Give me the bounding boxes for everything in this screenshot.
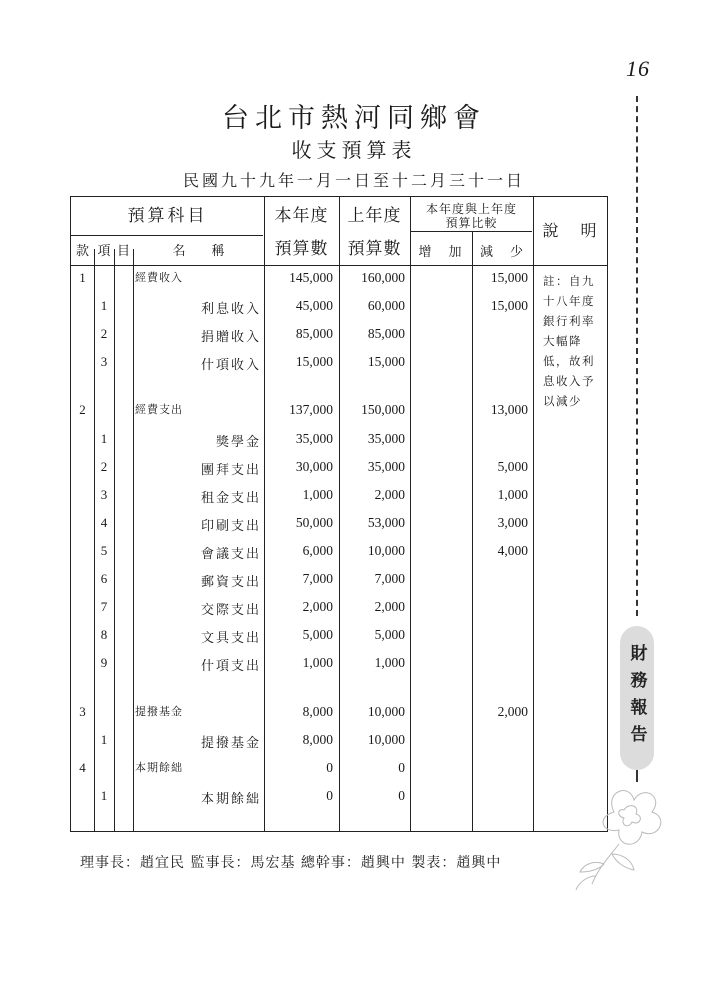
signatures-line: 理事長：趙宜民 監事長：馬宏基 總幹事：趙興中 製表：趙興中 — [80, 855, 502, 871]
header-last-year: 上年度 — [347, 206, 402, 226]
row-7-item: 團拜支出 — [200, 463, 261, 478]
row-3-current: 85,000 — [295, 326, 333, 341]
row-3-xiang: 2 — [100, 326, 108, 341]
row-9-last: 53,000 — [367, 515, 405, 530]
row-5-category: 經費支出 — [135, 403, 183, 416]
row-10-last: 10,000 — [367, 543, 405, 558]
row-9-current: 50,000 — [295, 515, 333, 530]
row-1-current: 145,000 — [289, 270, 333, 285]
document-period: 民國九十九年一月一日至十二月三十一日 — [182, 171, 525, 190]
row-14-current: 1,000 — [302, 655, 333, 670]
row-5-last: 150,000 — [361, 402, 405, 417]
col-divider-xiang — [114, 249, 115, 831]
row-1-category: 經費收入 — [135, 271, 183, 284]
row-10-xiang: 5 — [100, 543, 108, 558]
row-9-decrease: 3,000 — [497, 515, 528, 530]
header-current-budget: 預算數 — [274, 239, 329, 259]
row-8-decrease: 1,000 — [497, 487, 528, 502]
row-13-last: 5,000 — [374, 627, 405, 642]
col-divider-last — [410, 197, 411, 831]
row-3-item: 捐贈收入 — [200, 330, 261, 345]
row-13-item: 文具支出 — [200, 631, 261, 646]
header-increase: 增 加 — [418, 245, 464, 260]
row-6-current: 35,000 — [295, 431, 333, 446]
row-4-item: 什項收入 — [200, 358, 261, 373]
row-2-decrease: 15,000 — [490, 298, 528, 313]
row-5-decrease: 13,000 — [490, 402, 528, 417]
row-11-item: 郵資支出 — [200, 575, 261, 590]
row-12-current: 2,000 — [302, 599, 333, 614]
flower-decoration-icon — [574, 772, 684, 892]
row-4-last: 15,000 — [367, 354, 405, 369]
row-18-xiang: 1 — [100, 788, 108, 803]
row-7-xiang: 2 — [100, 459, 108, 474]
row-10-decrease: 4,000 — [497, 543, 528, 558]
row-12-item: 交際支出 — [200, 603, 261, 618]
row-15-kuan: 3 — [79, 704, 86, 719]
row-15-category: 提撥基金 — [135, 705, 183, 718]
row-12-last: 2,000 — [374, 599, 405, 614]
row-15-last: 10,000 — [367, 704, 405, 719]
row-16-xiang: 1 — [100, 732, 108, 747]
header-comparison-line2: 預算比較 — [445, 216, 498, 230]
col-divider-decrease — [533, 197, 534, 831]
header-explanation: 說 明 — [542, 221, 600, 240]
header-comparison-line1: 本年度與上年度 — [425, 202, 517, 216]
col-divider-increase — [472, 231, 473, 831]
row-8-current: 1,000 — [302, 487, 333, 502]
row-9-item: 印刷支出 — [200, 519, 261, 534]
row-8-item: 租金支出 — [200, 491, 261, 506]
header-decrease: 減 少 — [479, 245, 525, 260]
row-6-item: 獎學金 — [215, 435, 261, 450]
budget-table — [70, 196, 608, 832]
header-kuan: 款 — [75, 244, 89, 259]
header-subject: 預算科目 — [127, 206, 208, 226]
row-10-current: 6,000 — [302, 543, 333, 558]
row-13-xiang: 8 — [100, 627, 108, 642]
row-10-item: 會議支出 — [200, 547, 261, 562]
header-mu: 目 — [116, 244, 130, 259]
row-11-last: 7,000 — [374, 571, 405, 586]
row-4-current: 15,000 — [295, 354, 333, 369]
header-name: 名 稱 — [172, 244, 225, 259]
row-5-kuan: 2 — [79, 402, 86, 417]
row-13-current: 5,000 — [302, 627, 333, 642]
row-2-current: 45,000 — [295, 298, 333, 313]
row-14-item: 什項支出 — [200, 659, 261, 674]
row-16-current: 8,000 — [302, 732, 333, 747]
row-11-current: 7,000 — [302, 571, 333, 586]
header-xiang: 項 — [97, 244, 111, 259]
row-6-last: 35,000 — [367, 431, 405, 446]
row-18-last: 0 — [398, 788, 405, 803]
row-7-current: 30,000 — [295, 459, 333, 474]
row-12-xiang: 7 — [100, 599, 108, 614]
row-2-last: 60,000 — [367, 298, 405, 313]
row-17-category: 本期餘絀 — [135, 761, 183, 774]
row-16-item: 提撥基金 — [200, 736, 261, 751]
row-1-decrease: 15,000 — [490, 270, 528, 285]
row-6-xiang: 1 — [100, 431, 108, 446]
header-rule-comparison — [410, 231, 532, 232]
row-16-last: 10,000 — [367, 732, 405, 747]
row-18-current: 0 — [326, 788, 333, 803]
page-number: 16 — [626, 56, 650, 81]
row-11-xiang: 6 — [100, 571, 108, 586]
header-current-year: 本年度 — [274, 206, 329, 226]
row-18-item: 本期餘絀 — [200, 792, 261, 807]
header-rule-subject — [71, 235, 263, 236]
row-5-current: 137,000 — [289, 402, 333, 417]
row-4-xiang: 3 — [100, 354, 108, 369]
row-7-last: 35,000 — [367, 459, 405, 474]
document-subtitle: 收支預算表 — [291, 138, 417, 162]
row-9-xiang: 4 — [100, 515, 108, 530]
row-8-xiang: 3 — [100, 487, 108, 502]
row-1-kuan: 1 — [79, 270, 86, 285]
row-17-last: 0 — [398, 760, 405, 775]
row-17-kuan: 4 — [79, 760, 86, 775]
row-2-xiang: 1 — [100, 298, 108, 313]
row-17-current: 0 — [326, 760, 333, 775]
row-1-last: 160,000 — [361, 270, 405, 285]
header-last-budget: 預算數 — [347, 239, 402, 259]
document-title: 台北市熱河同鄉會 — [222, 103, 486, 134]
row-2-item: 利息收入 — [200, 302, 261, 317]
row-8-last: 2,000 — [374, 487, 405, 502]
explanation-note: 註：自九十八年度銀行利率大幅降低，故利息收入予以減少 — [543, 274, 595, 408]
row-14-last: 1,000 — [374, 655, 405, 670]
section-tab-label: 財務報告 — [626, 644, 647, 752]
row-3-last: 85,000 — [367, 326, 405, 341]
row-7-decrease: 5,000 — [497, 459, 528, 474]
header-rule-bottom — [71, 265, 607, 266]
row-15-current: 8,000 — [302, 704, 333, 719]
row-15-decrease: 2,000 — [497, 704, 528, 719]
row-14-xiang: 9 — [100, 655, 108, 670]
section-tab — [620, 626, 654, 770]
